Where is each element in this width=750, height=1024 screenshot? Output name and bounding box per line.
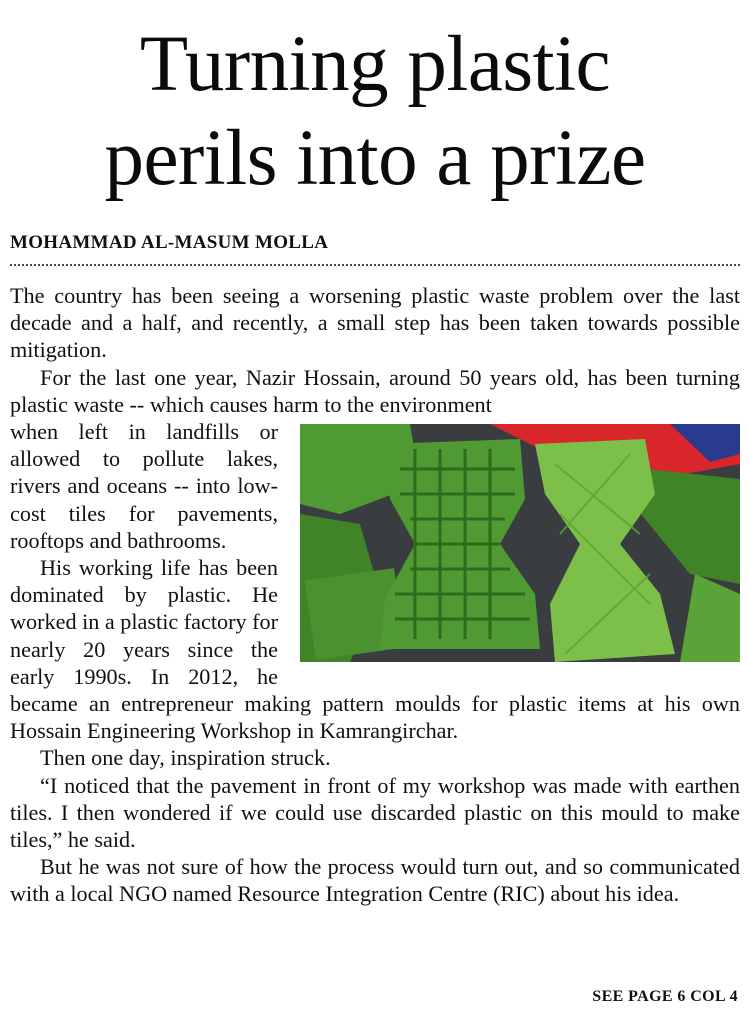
headline-line-2: perils into a prize (104, 115, 646, 202)
paragraph-6: But he was not sure of how the process would turn out, and so communicated with a local NGO named Resource Integration Centre (RIC) about his idea. (10, 854, 740, 907)
byline: MOHAMMAD AL-MASUM MOLLA (10, 232, 329, 253)
article-body (10, 282, 740, 908)
paragraph-5: “I noticed that the pavement in front of my workshop was made with earthen tiles. I then wondered if we could use discarded plastic on this mould to make tiles,” he said. (10, 772, 740, 853)
article-photo (300, 424, 740, 662)
plastic-tiles-illustration (300, 424, 740, 662)
paragraph-2-rest: when left in landfills or allowed to pollute lakes, rivers and oceans -- into low-cost tiles for pavements, rooftops and bathrooms. (10, 419, 278, 553)
paragraph-4: Then one day, inspiration struck. (40, 745, 331, 771)
headline (0, 18, 750, 206)
continuation-note: SEE PAGE 6 COL 4 (592, 988, 738, 1005)
paragraph-2-lead: For the last one year, Nazir Hossain, around 50 years old, has been turning plastic waste -- which causes harm to the environment (10, 364, 740, 417)
headline-line-1: Turning plastic (139, 21, 611, 108)
paragraph-3: His working life has been dominated by plastic. He worked in a plastic factory for nearly 20 years since the early 1990s. In 2012, he became an entrepreneur making pattern moulds for plastic items at his own Hossain Engineering Workshop in Kamrangirchar. (10, 555, 740, 744)
paragraph-1: The country has been seeing a worsening plastic waste problem over the last decade and a half, and recently, a small step has been taken towards possible mitigation. (10, 283, 740, 363)
dotted-divider (10, 264, 740, 266)
